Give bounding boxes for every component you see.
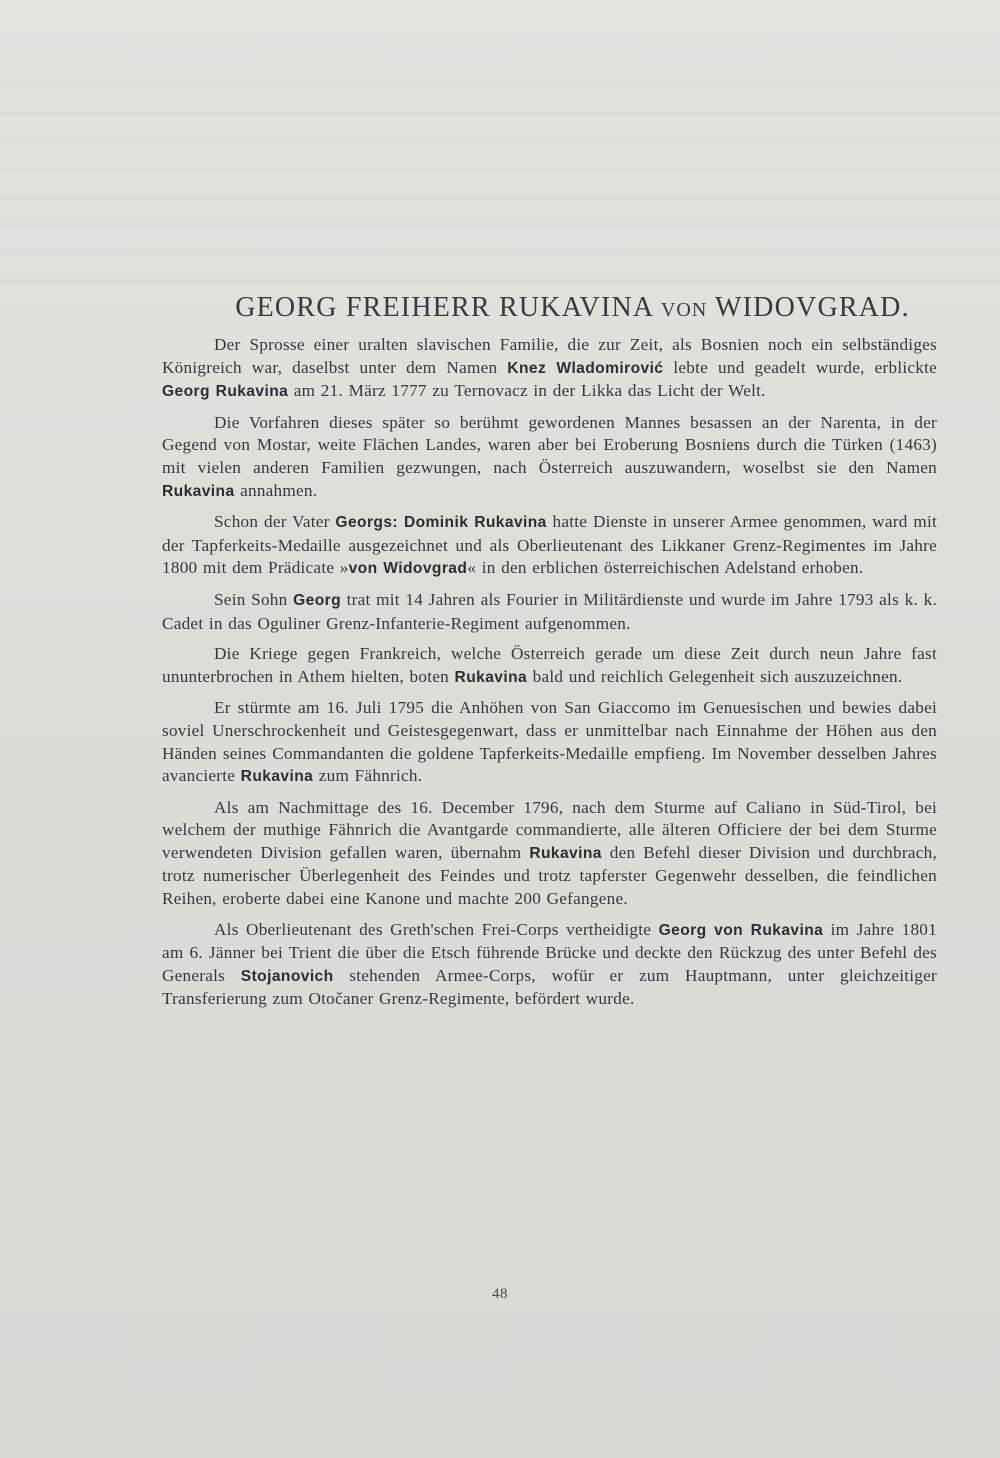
paragraph-5 bbox=[162, 643, 937, 689]
paragraph-text: am 21. März 1777 zu Ternovacz in der Likka das Licht der Welt. bbox=[288, 381, 766, 401]
title-main: GEORG FREIHERR RUKAVINA bbox=[235, 292, 653, 323]
bleed-through-text bbox=[0, 60, 1000, 290]
paragraph-text: Der Sprosse einer uralten slavischen Familie, die zur Zeit, als Bosnien noch ein selbständiges Königreich war, daselbst unter dem Namen bbox=[162, 335, 937, 377]
name-emphasis: Rukavina bbox=[529, 844, 602, 862]
name-emphasis: Georg von Rukavina bbox=[658, 921, 824, 939]
paragraph-text: bald und reichlich Gelegenheit sich auszuzeichnen. bbox=[527, 666, 903, 686]
name-emphasis: Rukavina bbox=[240, 768, 314, 786]
paragraph-text: Als Oberlieutenant des Greth'schen Frei-Corps vertheidigte bbox=[214, 919, 659, 939]
paragraph-text: Er stürmte am 16. Juli 1795 die Anhöhen von San Giaccomo im Genuesischen und bewies dabei soviel Unerschrockenheit und Geistesgegenwart, dass er unmittelbar nach Einnahme der Höhen aus den Händen seines Commandanten die goldene Tapferkeits-Medaille empfieng. Im November desselben Jahres avancierte bbox=[162, 698, 937, 786]
paragraph-text: trat mit 14 Jahren als Fourier in Militärdienste und wurde im Jahre 1793 als k. k. Cadet in das Oguliner Grenz-Infanterie-Regiment aufgenommen. bbox=[162, 589, 937, 633]
paragraph-text: Als am Nachmittage des 16. December 1796, nach dem Sturme auf Caliano in Süd-Tirol, bei welchem der muthige Fähnrich die Avantgarde commandierte, alle älteren Officiere der bei dem Sturme verwendeten Division gefallen waren, übernahm bbox=[162, 797, 937, 862]
paragraph-text: lebte und geadelt wurde, erblickte bbox=[663, 357, 937, 377]
paragraph-text: « in den erblichen österreichischen Adelstand erhoben. bbox=[467, 558, 864, 578]
name-emphasis: Knez Wladomirović bbox=[507, 359, 664, 377]
page-number: 48 bbox=[492, 1286, 508, 1302]
paragraph-1 bbox=[162, 334, 937, 404]
name-emphasis: Rukavina bbox=[162, 482, 235, 500]
name-emphasis: Georgs: Dominik Rukavina bbox=[335, 514, 547, 532]
name-emphasis: Georg bbox=[293, 591, 342, 609]
paragraph-6 bbox=[162, 697, 937, 788]
name-emphasis: von Widovgrad bbox=[348, 560, 468, 578]
name-emphasis: Rukavina bbox=[454, 668, 528, 686]
paragraph-text: annahmen. bbox=[234, 480, 318, 500]
paragraph-2 bbox=[162, 412, 937, 503]
paragraph-text: Die Kriege gegen Frankreich, welche Österreich gerade um diese Zeit durch neun Jahre fast ununterbrochen in Athem hielten, boten bbox=[162, 644, 937, 686]
name-emphasis: Georg Rukavina bbox=[162, 383, 289, 401]
text-column bbox=[162, 292, 937, 1019]
paragraph-4 bbox=[162, 589, 937, 635]
paragraph-3 bbox=[162, 511, 937, 581]
name-emphasis: Stojanovich bbox=[240, 967, 334, 985]
paragraph-text: im Jahre 1801 am 6. Jänner bei Trient die über die Etsch führende Brücke und deckte den Rückzug des unter Befehl des Generals bbox=[162, 919, 937, 985]
paragraph-text: Die Vorfahren dieses später so berühmt gewordenen Mannes besassen an der Narenta, in der Gegend von Mostar, weite Flächen Landes, waren aber bei Eroberung Bosniens durch die Türken (1463) mit vielen anderen Familien gezwungen, nach Österreich auszuwandern, woselbst sie den Namen bbox=[162, 412, 937, 477]
paragraph-text: Schon der Vater bbox=[214, 512, 336, 532]
paragraph-text: zum Fähnrich. bbox=[313, 766, 423, 786]
paragraph-7 bbox=[162, 797, 937, 911]
paragraph-text: Sein Sohn bbox=[214, 589, 294, 609]
page-title bbox=[208, 292, 937, 324]
paragraph-text: hatte Dienste in unserer Armee genommen, ward mit der Tapferkeits-Medaille ausgezeichnet und als Oberlieutenant des Likkaner Grenz-Regimentes im Jahre 1800 mit dem Prädicate » bbox=[162, 512, 937, 578]
title-tail: WIDOVGRAD. bbox=[715, 292, 910, 323]
paragraph-text: den Befehl dieser Division und durchbrach, trotz numerischer Überlegenheit des Feindes und trotz tapferster Gegenwehr desselben, die feindlichen Reihen, eroberte dabei eine Kanone und machte 200 Gefangene. bbox=[162, 842, 937, 909]
paragraph-8 bbox=[162, 919, 937, 1011]
title-connector: VON bbox=[660, 299, 708, 321]
paragraph-text: stehenden Armee-Corps, wofür er zum Hauptmann, unter gleichzeitiger Transferierung zum Otočaner Grenz-Regimente, befördert wurde. bbox=[162, 965, 937, 1009]
